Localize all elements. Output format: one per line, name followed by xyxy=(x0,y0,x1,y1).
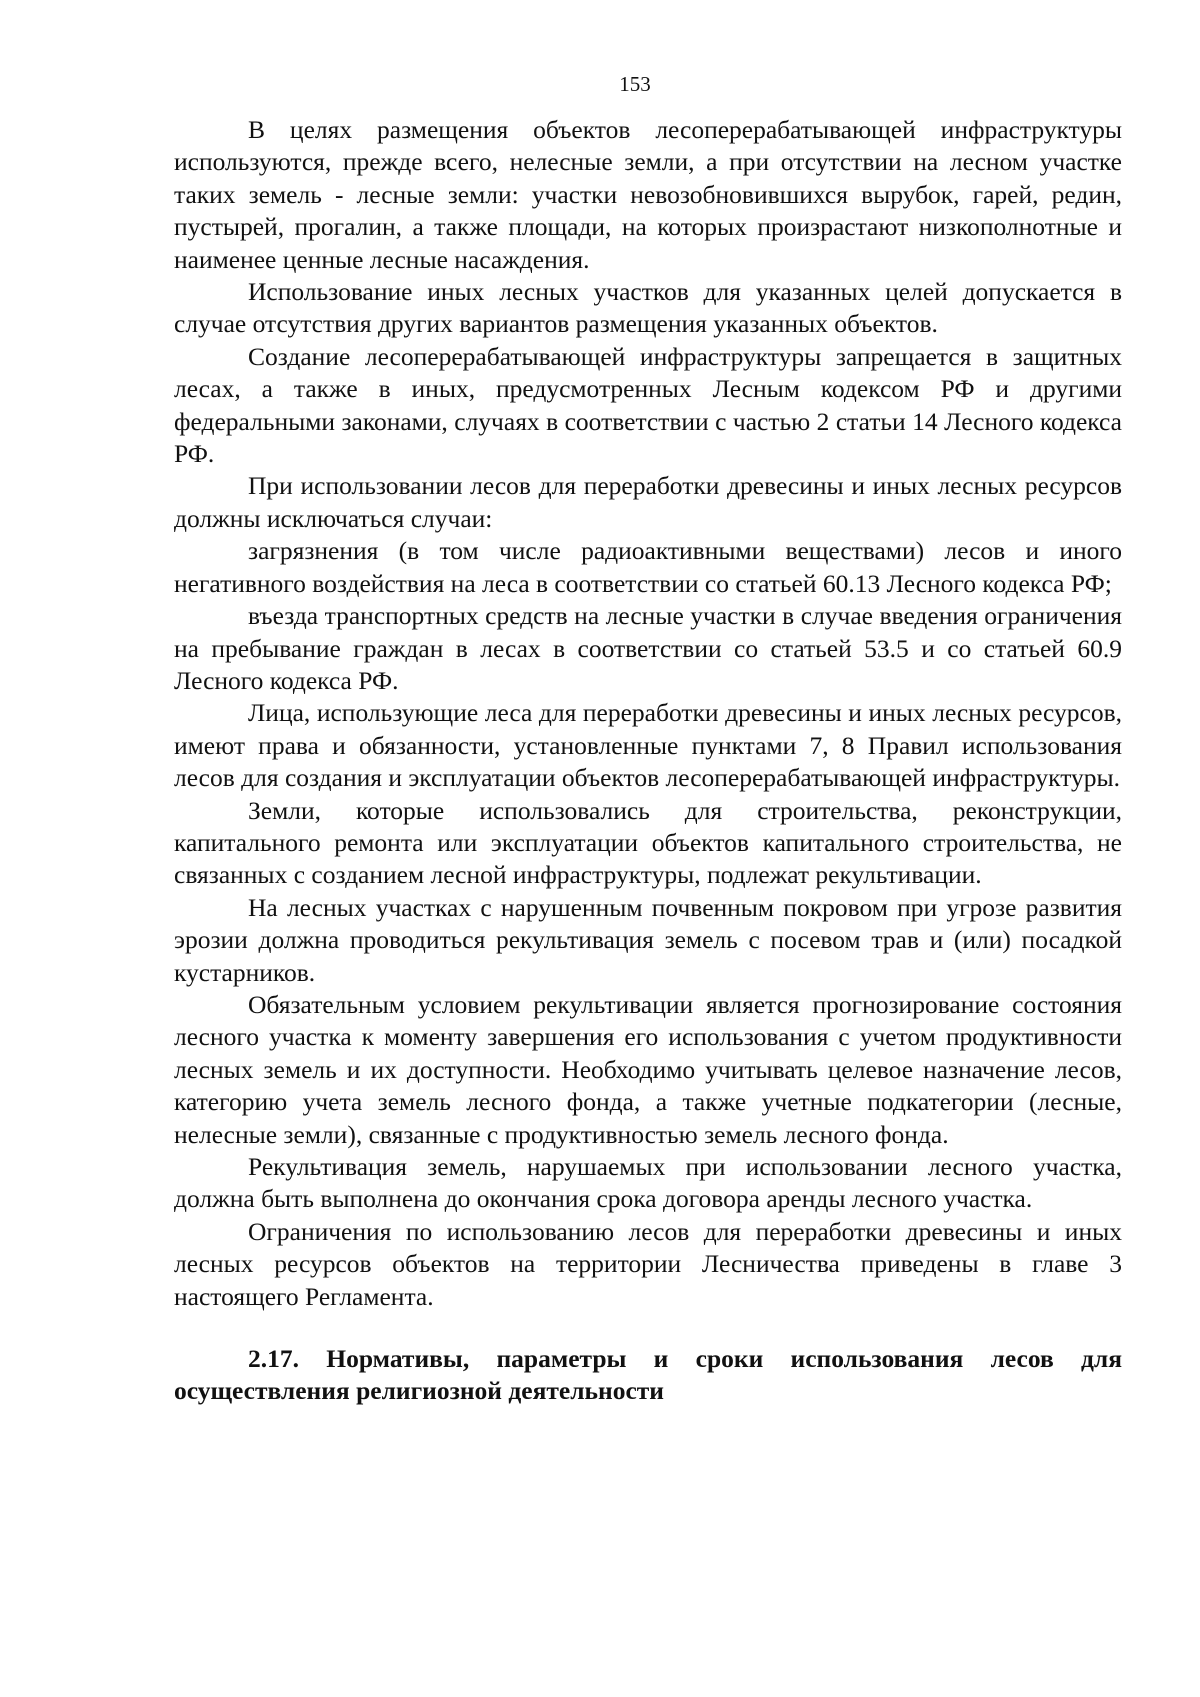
page-number: 153 xyxy=(619,72,651,96)
paragraph: Создание лесоперерабатывающей инфраструктуры запрещается в защитных лесах, а также в иных, предусмотренных Лесным кодексом РФ и другими федеральными законами, случаях в соответствии с частью 2 статьи 14 Лесного кодекса РФ. xyxy=(174,341,1122,469)
paragraph: Ограничения по использованию лесов для переработки древесины и иных лесных ресурсов объектов на территории Лесничества приведены в главе 3 настоящего Регламента. xyxy=(174,1216,1122,1311)
paragraph: въезда транспортных средств на лесные участки в случае введения ограничения на пребывание граждан в лесах в соответствии со статьей 53.5 и со статьей 60.9 Лесного кодекса РФ. xyxy=(174,601,1122,695)
paragraph: При использовании лесов для переработки древесины и иных лесных ресурсов должны исключаться случаи: xyxy=(174,471,1122,533)
paragraph: Лица, использующие леса для переработки древесины и иных лесных ресурсов, имеют права и обязанности, установленные пунктами 7, 8 Правил использования лесов для создания и эксплуатации объектов лесоперерабатывающей инфраструктуры. xyxy=(174,698,1122,793)
paragraph: В целях размещения объектов лесоперерабатывающей инфраструктуры используются, прежде всего, нелесные земли, а при отсутствии на лесном участке таких земель - лесные земли: участки невозобновившихся вырубок, гарей, редин, пустырей, прогалин, а также площади, на которых произрастают низкополнотные и наименее ценные лесные насаждения. xyxy=(174,115,1122,274)
paragraph: Рекультивация земель, нарушаемых при использовании лесного участка, должна быть выполнена до окончания срока договора аренды лесного участка. xyxy=(174,1152,1122,1214)
paragraph: Обязательным условием рекультивации является прогнозирование состояния лесного участка к моменту завершения его использования с учетом продуктивности лесных земель и их доступности. Необходимо учитывать целевое назначение лесов, категорию учета земель лесного фонда, а также учетные подкатегории (лесные, нелесные земли), связанные с продуктивностью земель лесного фонда. xyxy=(174,989,1122,1149)
paragraph: Использование иных лесных участков для указанных целей допускается в случае отсутствия других вариантов размещения указанных объектов. xyxy=(174,277,1122,339)
paragraph: Земли, которые использовались для строительства, реконструкции, капитального ремонта или эксплуатации объектов капитального строительства, не связанных с созданием лесной инфраструктуры, подлежат рекультивации. xyxy=(174,795,1122,890)
section-heading: 2.17. Нормативы, параметры и сроки использования лесов для осуществления религиозной деятельности xyxy=(174,1344,1122,1406)
paragraph: загрязнения (в том числе радиоактивными веществами) лесов и иного негативного воздействия на леса в соответствии со статьей 60.13 Лесного кодекса РФ; xyxy=(174,536,1122,598)
document-body xyxy=(174,114,1122,1408)
paragraph: На лесных участках с нарушенным почвенным покровом при угрозе развития эрозии должна проводиться рекультивация земель с посевом трав и (или) посадкой кустарников. xyxy=(174,892,1122,987)
